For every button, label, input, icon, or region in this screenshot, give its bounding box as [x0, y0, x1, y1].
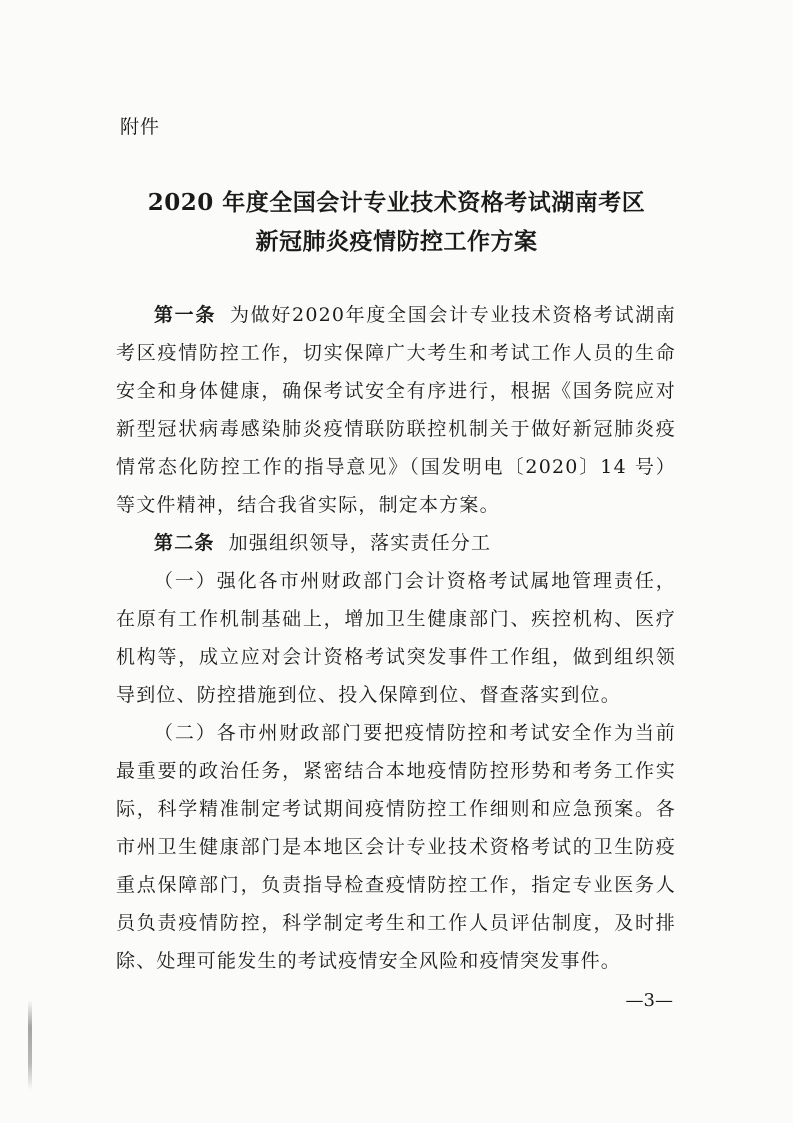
document-title-line-1: 2020 年度全国会计专业技术资格考试湖南考区: [147, 189, 646, 216]
paragraph-text: （二）各市州财政部门要把疫情防控和考试安全作为当前最重要的政治任务，紧密结合本地疫情防控形势和考务工作实际，科学精准制定考试期间疫情防控工作细则和应急预案。各市州卫生健康部门是本地区会计专业技术资格考试的卫生防疫重点保障部门，负责指导检查疫情防控工作，指定专业医务人员负责疫情防控，科学制定考生和工作人员评估制度，及时排除、处理可能发生的考试疫情安全风险和疫情突发事件。: [116, 722, 676, 972]
paragraph-article-2: [116, 524, 676, 562]
paragraph-text: 加强组织领导，落实责任分工: [228, 532, 492, 554]
page-number: —3—: [625, 990, 673, 1011]
document-title-line-2: 新冠肺炎疫情防控工作方案: [255, 228, 538, 255]
article-label: 第一条: [154, 304, 217, 326]
document-body: [116, 296, 676, 980]
article-label: 第二条: [154, 532, 215, 554]
paragraph-item-1: [116, 562, 676, 714]
paragraph-text: （一）强化各市州财政部门会计资格考试属地管理责任，在原有工作机制基础上，增加卫生健康部门、疾控机构、医疗机构等，成立应对会计资格考试突发事件工作组，做到组织领导到位、防控措施到位、投入保障到位、督查落实到位。: [116, 570, 676, 706]
paragraph-article-1: [116, 296, 676, 524]
paragraph-item-2: [116, 714, 676, 980]
scan-edge-mark: [28, 1000, 32, 1090]
paragraph-text: 为做好2020年度全国会计专业技术资格考试湖南考区疫情防控工作，切实保障广大考生和考试工作人员的生命安全和身体健康，确保考试安全有序进行，根据《国务院应对新型冠状病毒感染肺炎疫情联防联控机制关于做好新冠肺炎疫情常态化防控工作的指导意见》（国发明电〔2020〕14 号）等文件精神，结合我省实际，制定本方案。: [116, 304, 676, 516]
attachment-label: 附件: [120, 116, 161, 138]
